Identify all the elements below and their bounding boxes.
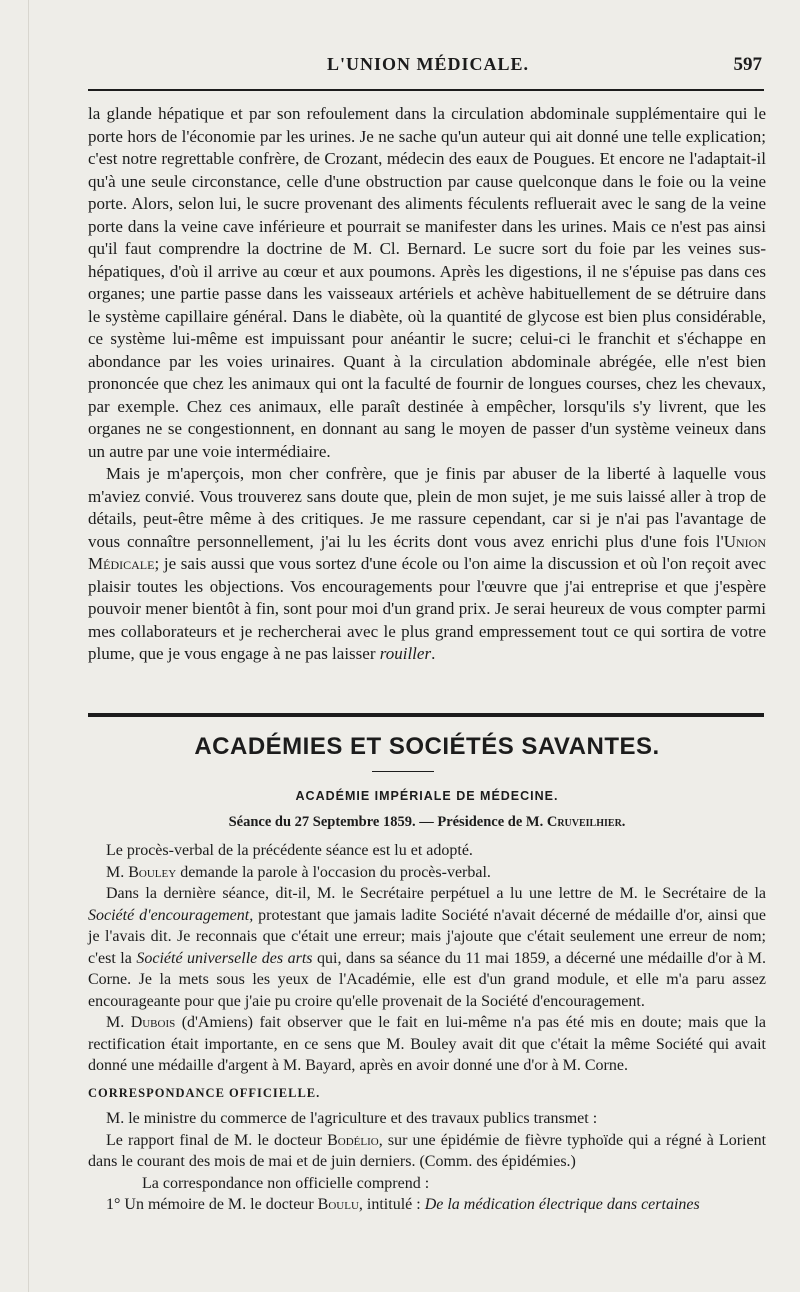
session-line: Séance du 27 Septembre 1859. — Présidence de M. Cruveilhier. bbox=[228, 814, 626, 830]
correspondence-heading: CORRESPONDANCE OFFICIELLE. bbox=[88, 1085, 321, 1100]
section-title-underline bbox=[372, 771, 434, 772]
minutes-adopted: Le procès-verbal de la précédente séance est lu et adopté. bbox=[106, 842, 473, 859]
bouley-statement: Dans la dernière séance, dit-il, M. le Secrétaire perpétuel a lu une lettre de M. le Secrétaire de la Société d'encouragement, protestant que jamais ladite Société n'avait décerné de médaille d'or, ainsi que je l'avais dit. Je reconnais que c'était une erreur; mais j'ajoute que c'était seulement une erreur de nom; c'est la Société universelle des arts qui, dans sa séance du 11 mai 1859, a décerné une médaille d'or à M. Corne. Je la mets sous les yeux de l'Académie, elle est d'un grand module, et elle m'a paru assez encourageante pour que j'aie pu croire qu'elle provenait de la Société d'encouragement. bbox=[88, 885, 766, 1010]
paragraph-closing: Mais je m'aperçois, mon cher confrère, que je finis par abuser de la liberté à laquelle vous m'aviez convié. Vous trouverez sans doute que, plein de mon sujet, je me suis laissé aller à trop de détails, peut-être même à des critiques. Je me rassure cependant, car si je n'ai pas l'avantage de vous connaître personnellement, j'ai lu les écrits dont vous avez enrichi plus d'une fois l'Union Médicale; je sais aussi que vous sortez d'une école ou l'on aime la discussion et où l'on reçoit avec plaisir toutes les objections. Vos encouragements pour l'œuvre que j'ai entreprise et que j'espère pouvoir mener bientôt à fin, sont pour moi d'un grand prix. Je serai heureux de vous compter parmi mes collaborateurs et je rechercherai avec le plus grand empressement tout ce qui sortira de votre plume, que je vous engage à ne pas laisser rouiller. bbox=[88, 464, 766, 663]
bouley-request: M. Bouley demande la parole à l'occasion du procès-verbal. bbox=[106, 863, 491, 881]
journal-name-inline: Union Médicale bbox=[88, 531, 766, 573]
section-title: ACADÉMIES ET SOCIÉTÉS SAVANTES. bbox=[194, 733, 660, 760]
letter-text bbox=[88, 103, 766, 666]
dubois-remark: M. Dubois (d'Amiens) fait observer que le fait en lui-même n'a pas été mis en doute; mais que la rectification était importante, en ce sens que M. Bouley avait dit que c'était la même Société qui avait donné une médaille d'argent à M. Bayard, après en avoir donné une d'or à M. Corne. bbox=[88, 1014, 767, 1074]
header-rule bbox=[88, 89, 764, 91]
section-divider bbox=[88, 713, 764, 717]
journal-title: L'UNION MÉDICALE. bbox=[326, 54, 530, 74]
session-minutes bbox=[88, 840, 766, 1216]
academy-subtitle: ACADÉMIE IMPÉRIALE DE MÉDECINE. bbox=[295, 789, 559, 803]
running-header bbox=[88, 50, 768, 84]
page-fold-line bbox=[28, 0, 29, 1292]
non-official-correspondence: La correspondance non officielle comprend : bbox=[142, 1174, 430, 1192]
page-number: 597 bbox=[733, 54, 762, 75]
paragraph-continuation: la glande hépatique et par son refoulement dans la circulation abdominale supplémentaire qui le porte hors de l'économie par les urines. Je ne sache qu'un auteur qui ait donné une telle explication; c'est notre regrettable confrère, de Crozant, médecin des eaux de Pougues. Et encore ne l'adaptait-il qu'à une seule circonstance, celle d'une obstruction par cause quelconque dans le foie ou la veine porte. Alors, selon lui, le sucre provenant des aliments féculents refluerait avec le sang de la veine porte dans la veine cave inférieure et pourrait se manifester dans les urines. Mais ce n'est pas ainsi qu'il faut comprendre la doctrine de M. Cl. Bernard. Le sucre sort du foie par les veines sus-hépatiques, d'où il arrive au cœur et aux poumons. Après les digestions, il ne s'épuise pas dans ces organes; une partie passe dans les vaisseaux artériels et achève habituellement de se détruire dans le système capillaire général. Dans le diabète, où la quantité de glycose est bien plus considérable, ce système lui-même est impuissant pour anéantir le sucre; celui-ci le franchit et s'échappe en abondance par les voies urinaires. Quant à la circulation abdominale abrégée, elle n'est bien prononcée que chez les animaux qui ont la faculté de fournir de longues courses, chez les chevaux, par exemple. Chez ces animaux, elle paraît destinée à empêcher, lorsqu'ils s'y livrent, que les organes ne se congestionnent, en donnant au sang le moyen de passer d'un système veineux dans un autre par une voie intermédiaire. bbox=[88, 104, 766, 461]
memoir-item: 1° Un mémoire de M. le docteur Boulu, intitulé : De la médication électrique dans certaines bbox=[106, 1196, 700, 1213]
minister-transmission: M. le ministre du commerce de l'agriculture et des travaux publics transmet : bbox=[106, 1110, 598, 1127]
final-report: Le rapport final de M. le docteur Bodélio, sur une épidémie de fièvre typhoïde qui a régné à Lorient dans le courant des mois de mai et de juin derniers. (Comm. des épidémies.) bbox=[88, 1131, 767, 1170]
